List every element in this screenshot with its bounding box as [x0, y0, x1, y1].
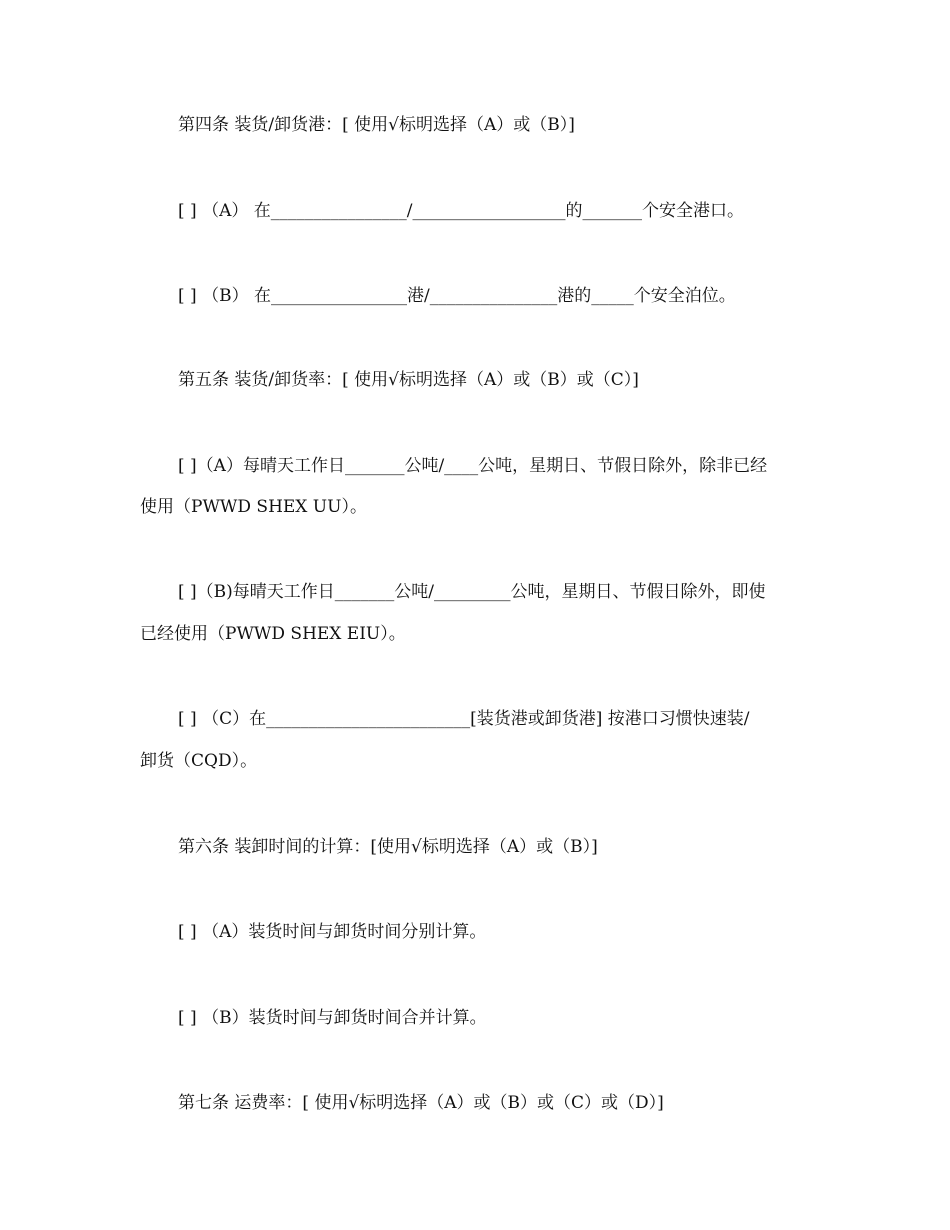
article-5-option-c-line-1: [ ] （C）在________________________[装货港或卸货港] 按港口习惯快速装/	[178, 709, 750, 729]
article-4-option-a: [ ] （A） 在________________/__________________的_______个安全港口。	[178, 201, 744, 221]
article-5-option-c-line-2: 卸货（CQD）。	[140, 751, 258, 771]
article-4-heading: 第四条 装货/卸货港：[ 使用√标明选择（A）或（B）]	[178, 115, 575, 135]
article-6-option-a: [ ] （A）装货时间与卸货时间分别计算。	[178, 922, 487, 942]
article-5-option-b-line-2: 已经使用（PWWD SHEX EIU）。	[140, 624, 406, 644]
article-5-option-a-line-2: 使用（PWWD SHEX UU）。	[140, 497, 367, 517]
article-5-option-a-line-1: [ ]（A）每晴天工作日_______公吨/____公吨，星期日、节假日除外，除非已经	[178, 456, 768, 476]
article-6-heading: 第六条 装卸时间的计算：[使用√标明选择（A）或（B）]	[178, 837, 598, 857]
article-4-option-b: [ ] （B） 在________________港/_______________港的_____个安全泊位。	[178, 286, 736, 306]
article-5-heading: 第五条 装货/卸货率：[ 使用√标明选择（A）或（B）或（C）]	[178, 370, 639, 390]
article-5-option-b-line-1: [ ]（B)每晴天工作日_______公吨/_________公吨，星期日、节假日除外，即使	[178, 582, 766, 602]
article-6-option-b: [ ] （B）装货时间与卸货时间合并计算。	[178, 1008, 487, 1028]
article-7-heading: 第七条 运费率：[ 使用√标明选择（A）或（B）或（C）或（D）]	[178, 1093, 664, 1113]
